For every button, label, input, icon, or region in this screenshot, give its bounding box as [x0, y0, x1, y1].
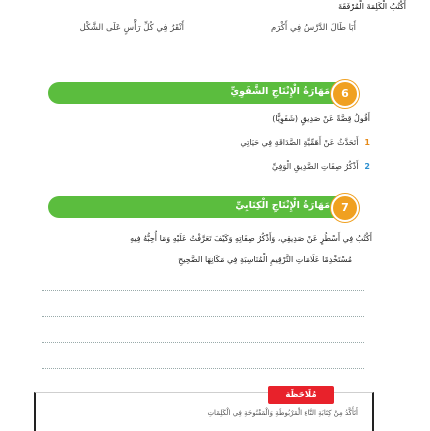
item-text: أَذْكُرُ صِفَاتِ الصَّدِيقِ الْوَفِيِّ — [271, 162, 359, 171]
section-header-written — [48, 196, 358, 218]
list-item — [240, 138, 370, 147]
top-heading: أَكْتُبُ الْكَلِمَةَ الْمُرْفَقَةَ — [338, 2, 406, 11]
top-example-line: أَنْقَرُ فِي كُلِّ رَأْسٍ عَلَى الشَّكْل — [79, 23, 184, 33]
item-number: 1 — [364, 138, 370, 147]
writing-line[interactable] — [42, 342, 364, 343]
section-instruction: أَكْتُبُ فِي أَسْطُرٍ عَنْ صَدِيقِي، وَأَذْكُرُ صِفَاتِهِ وَكَيْفَ تَعَرَّفْتُ عَلَيْهِ وَمَا أُحِبُّهُ فِيهِ — [130, 234, 372, 243]
section-header-oral — [48, 82, 358, 104]
writing-line[interactable] — [42, 368, 364, 369]
section-instruction: مُسْتَخْدِمًا عَلَامَاتِ التَّرْقِيمِ الْمُنَاسِبَةِ فِي مَكَانِهَا الصَّحِيحِ — [178, 255, 352, 264]
item-number: 2 — [364, 162, 370, 171]
section-title: مَهَارَةُ الْإِنْتَاجِ الشَّفَوِيِّ — [230, 86, 330, 97]
writing-line[interactable] — [42, 316, 364, 317]
writing-line[interactable] — [42, 290, 364, 291]
section-number-badge: 7 — [331, 194, 359, 222]
section-number-badge: 6 — [331, 80, 359, 108]
section-instruction: أَقُولُ قِصَّةً عَنْ صَدِيقٍ (شَفَوِيًّا) — [272, 114, 370, 123]
item-text: أَتَحَدَّثُ عَنْ أَهَمِّيَّةِ الصَّدَاقَةِ فِي حَيَاتِي — [240, 138, 359, 147]
list-item — [272, 162, 370, 171]
note-text: أَتَأَكَّدُ مِنْ كِتَابَةِ التَّاءِ الْمَرْبُوطَةِ وَالْمَفْتُوحَةِ فِي الْكَلِمَاتِ — [207, 409, 358, 417]
section-title: مَهَارَةُ الْإِنْتَاجِ الْكِتَابِيِّ — [235, 200, 330, 211]
top-example-line: أَبَا طَالَ الدَّرْسُ فِي أَكْرَم — [270, 23, 356, 33]
note-label: مُلَاحَظَة — [268, 386, 334, 404]
